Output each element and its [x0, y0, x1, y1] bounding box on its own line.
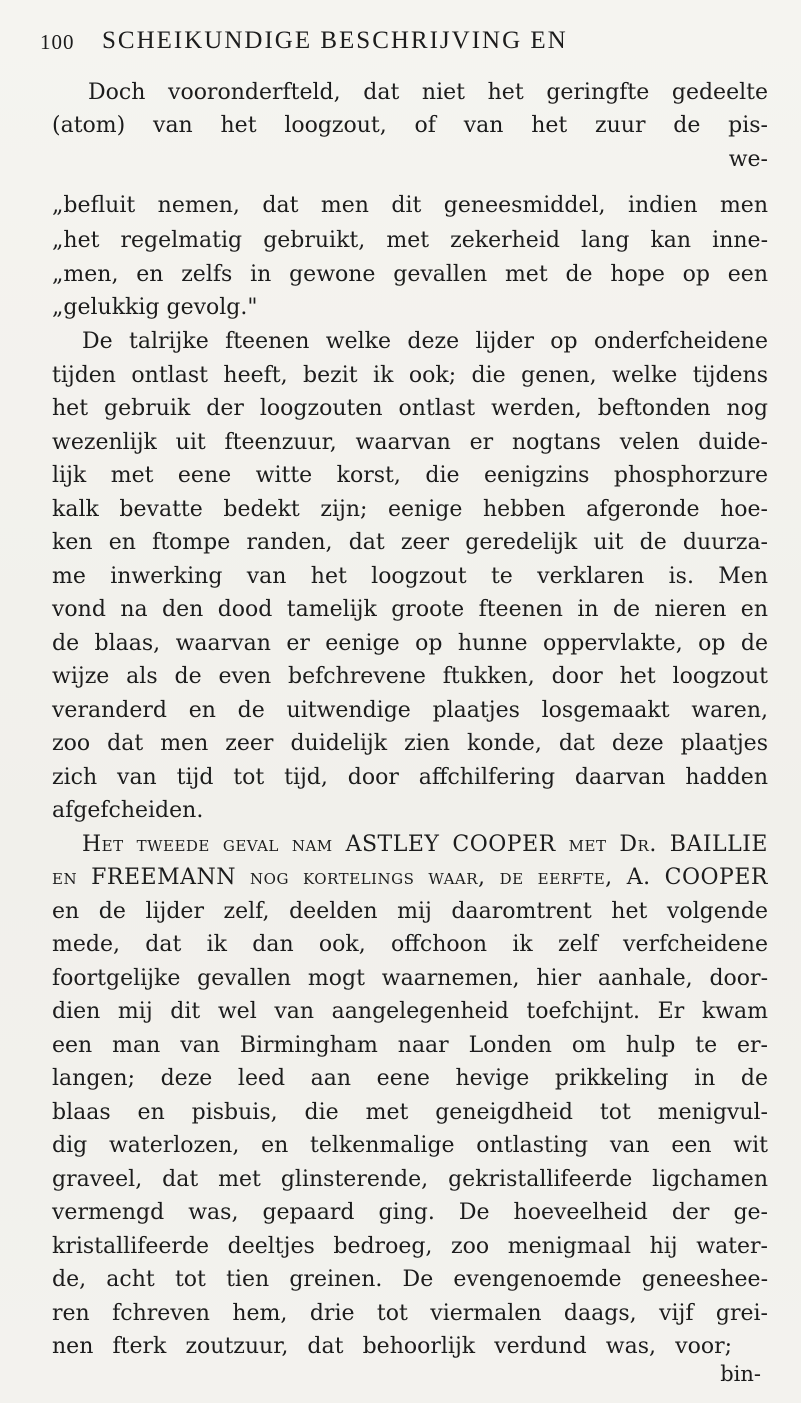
text-line: „befluit nemen, dat men dit geneesmiddel, indien men — [52, 193, 768, 218]
text-line: zoo dat men zeer duidelijk zien konde, dat deze plaatjes — [52, 731, 768, 756]
running-title: SCHEIKUNDIGE BESCHRIJVING EN — [102, 27, 568, 54]
text-line: graveel, dat met glinsterende, gekristallifeerde ligchamen — [52, 1167, 768, 1192]
text-line: tijden ontlast heeft, bezit ik ook; die genen, welke tijdens — [52, 363, 768, 388]
text-line: we- — [728, 147, 768, 172]
text-line: mede, dat ik dan ook, offchoon ik zelf verfcheidene — [52, 932, 768, 957]
text-line: dien mij dit wel van aangelegenheid toefchijnt. Er kwam — [52, 999, 768, 1024]
text-line: me inwerking van het loogzout te verklaren is. Men — [52, 564, 768, 589]
text-line: kristallifeerde deeltjes bedroeg, zoo menigmaal hij water- — [52, 1234, 768, 1259]
text-line: een man van Birmingham naar Londen om hulp te er- — [52, 1033, 768, 1058]
page-number: 100 — [40, 30, 75, 54]
page-header — [40, 22, 740, 62]
text-line: Het tweede geval nam ASTLEY COOPER met Dr. BAILLIE — [82, 832, 768, 857]
text-line: langen; deze leed aan eene hevige prikkeling in de — [52, 1066, 768, 1091]
text-line: De talrijke fteenen welke deze lijder op onderfcheidene — [82, 329, 768, 354]
text-line: wezenlijk uit fteenzuur, waarvan er nogtans velen duide- — [52, 430, 768, 455]
text-line: kalk bevatte bedekt zijn; eenige hebben afgeronde hoe- — [52, 497, 768, 522]
text-line: dig waterlozen, en telkenmalige ontlasting van een wit — [52, 1133, 768, 1158]
text-line: zich van tijd tot tijd, door affchilfering daarvan hadden — [52, 765, 768, 790]
text-line: en FREEMANN nog kortelings waar, de eerfte, A. COOPER — [52, 865, 768, 890]
text-line: (atom) van het loogzout, of van het zuur de pis- — [52, 113, 768, 138]
text-line: ren fchreven hem, drie tot viermalen daags, vijf grei- — [52, 1301, 768, 1326]
text-line: foortgelijke gevallen mogt waarnemen, hier aanhale, door- — [52, 966, 768, 991]
text-line: afgefcheiden. — [52, 798, 204, 823]
text-line: Doch vooronderfteld, dat niet het geringfte gedeelte — [88, 80, 768, 105]
text-line: vermengd was, gepaard ging. De hoeveelheid der ge- — [52, 1200, 768, 1225]
text-line: de blaas, waarvan er eenige op hunne oppervlakte, op de — [52, 631, 768, 656]
text-line: ken en ftompe randen, dat zeer geredelijk uit de duurza- — [52, 530, 768, 555]
catchword: bin- — [720, 1362, 761, 1386]
text-line: de, acht tot tien greinen. De evengenoemde geneeshee- — [52, 1267, 768, 1292]
text-line: blaas en pisbuis, die met geneigdheid tot menigvul- — [52, 1100, 768, 1125]
text-line: en de lijder zelf, deelden mij daaromtrent het volgende — [52, 899, 768, 924]
text-line: veranderd en de uitwendige plaatjes losgemaakt waren, — [52, 698, 768, 723]
text-line: „gelukkig gevolg." — [52, 295, 258, 320]
text-line: vond na den dood tamelijk groote fteenen in de nieren en — [52, 597, 768, 622]
text-line: „het regelmatig gebruikt, met zekerheid lang kan inne- — [52, 228, 768, 253]
text-line: lijk met eene witte korst, die eenigzins phosphorzure — [52, 463, 768, 488]
text-line: het gebruik der loogzouten ontlast werden, beftonden nog — [52, 396, 768, 421]
text-line: nen fterk zoutzuur, dat behoorlijk verdund was, voor; — [52, 1334, 732, 1359]
text-line: wijze als de even befchrevene ftukken, door het loogzout — [52, 664, 768, 689]
text-line: „men, en zelfs in gewone gevallen met de hope op een — [52, 262, 768, 287]
